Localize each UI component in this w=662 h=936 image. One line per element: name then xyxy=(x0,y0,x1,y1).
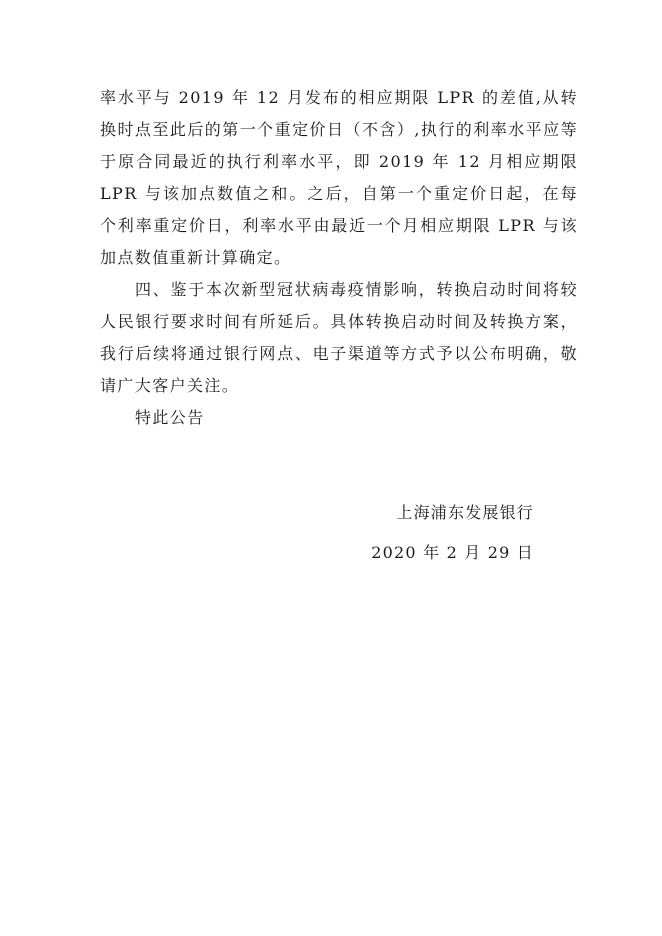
announcement-body xyxy=(100,82,578,434)
paragraph-lpr-conversion: 率水平与 2019 年 12 月发布的相应期限 LPR 的差值,从转换时点至此后的第一个重定价日（不含）,执行的利率水平应等于原合同最近的执行利率水平，即 2019 年 12 月相应期限 LPR 与该加点数值之和。之后，自第一个重定价日起，在每个利率重定价日，利率水平由最近一个月相应期限 LPR 与该加点数值重新计算确定。 xyxy=(100,88,578,267)
paragraph-epidemic-delay: 四、鉴于本次新型冠状病毒疫情影响，转换启动时间将较人民银行要求时间有所延后。具体转换启动时间及转换方案，我行后续将通过银行网点、电子渠道等方式予以公布明确，敬请广大客户关注。 xyxy=(100,280,578,395)
closing-statement: 特此公告 xyxy=(135,408,205,427)
issuer-name: 上海浦东发展银行 xyxy=(396,503,534,522)
signature-block xyxy=(371,497,534,577)
issue-date: 2020 年 2 月 29 日 xyxy=(371,543,534,562)
